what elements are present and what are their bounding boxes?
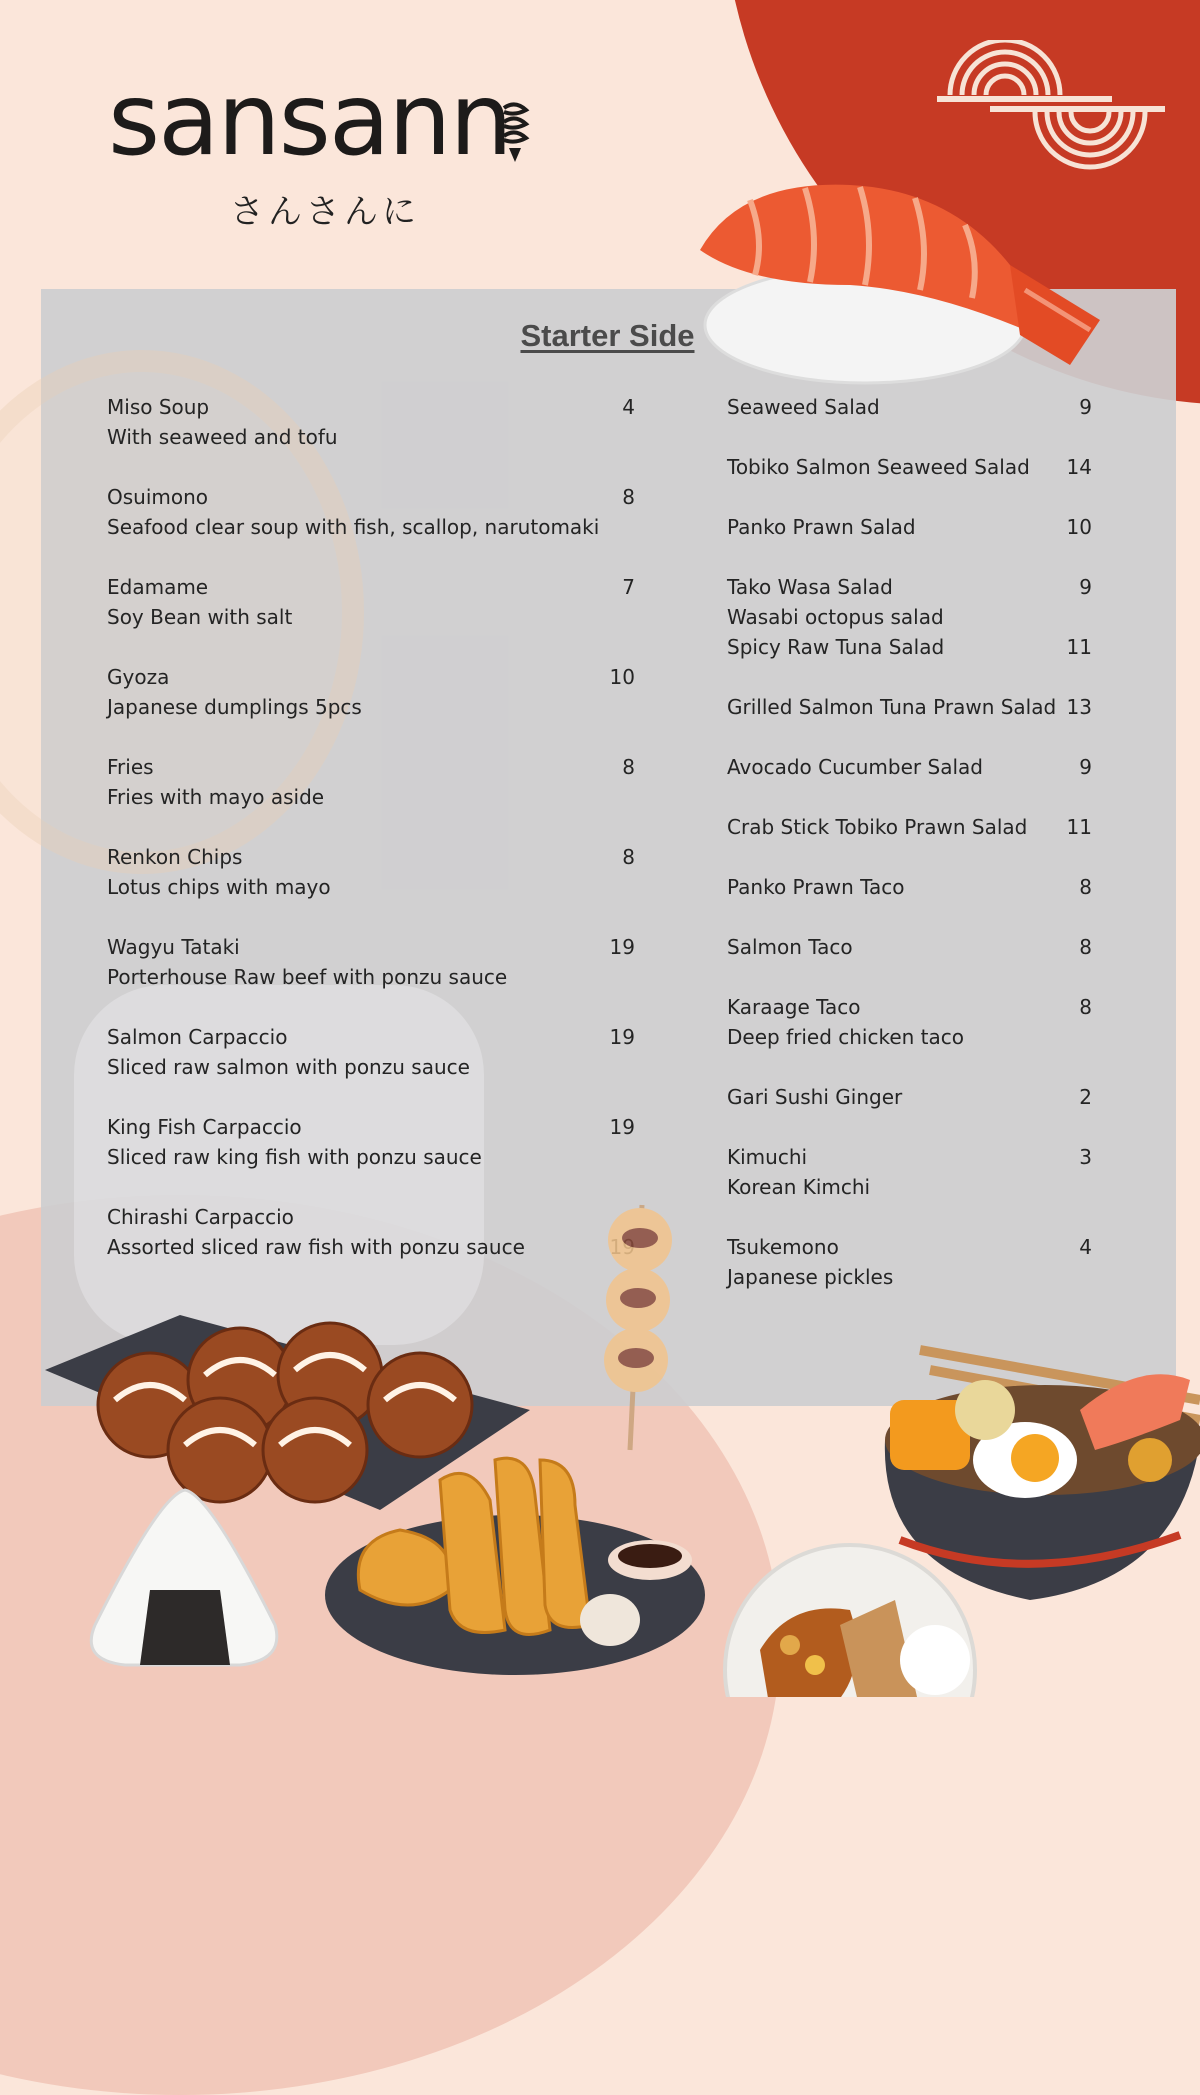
menu-item-price: 9 — [1079, 755, 1092, 779]
menu-item — [107, 1022, 635, 1112]
menu-item-name: Miso Soup — [107, 395, 210, 419]
menu-item — [727, 392, 1092, 452]
menu-item-name: Grilled Salmon Tuna Prawn Salad — [727, 695, 1057, 719]
menu-item-name: Kimuchi — [727, 1145, 808, 1169]
menu-item-price: 4 — [1079, 1235, 1092, 1259]
menu-item-desc: Seafood clear soup with fish, scallop, narutomaki — [107, 515, 600, 539]
menu-item-name: Gyoza — [107, 665, 170, 689]
menu-item-name: Osuimono — [107, 485, 209, 509]
menu-item-price: 7 — [622, 575, 635, 599]
brand-mark-icon — [500, 102, 530, 164]
menu-column-left — [107, 392, 635, 1292]
menu-column-right — [727, 392, 1092, 1322]
menu-item — [107, 572, 635, 662]
menu-item-name: Panko Prawn Salad — [727, 515, 916, 539]
menu-item-name: Spicy Raw Tuna Salad — [727, 635, 945, 659]
menu-item-desc: Sliced raw salmon with ponzu sauce — [107, 1055, 470, 1079]
menu-item-desc: Soy Bean with salt — [107, 605, 293, 629]
menu-item-price: 19 — [609, 1115, 635, 1139]
menu-item-price: 11 — [1066, 635, 1092, 659]
menu-item-price: 11 — [1066, 815, 1092, 839]
brand-name: sansann — [108, 61, 511, 178]
menu-item — [107, 1112, 635, 1202]
menu-item-name: Karaage Taco — [727, 995, 861, 1019]
menu-item-desc: Porterhouse Raw beef with ponzu sauce — [107, 965, 508, 989]
menu-item — [727, 692, 1092, 752]
tempura-illustration — [320, 1420, 720, 1680]
menu-item-desc: With seaweed and tofu — [107, 425, 338, 449]
brand-subtitle: さんさんに — [230, 192, 420, 232]
menu-item — [727, 992, 1092, 1082]
menu-item — [727, 632, 1092, 692]
menu-item-desc: Deep fried chicken taco — [727, 1025, 965, 1049]
menu-item-name: Salmon Carpaccio — [107, 1025, 288, 1049]
menu-item — [727, 1082, 1092, 1142]
menu-item-price: 13 — [1066, 695, 1092, 719]
menu-item-price: 8 — [622, 845, 635, 869]
menu-item-name: Panko Prawn Taco — [727, 875, 905, 899]
menu-item-name: Crab Stick Tobiko Prawn Salad — [727, 815, 1028, 839]
menu-item — [727, 752, 1092, 812]
menu-item-price: 8 — [622, 485, 635, 509]
menu-item — [727, 872, 1092, 932]
menu-item — [727, 452, 1092, 512]
menu-item-name: Chirashi Carpaccio — [107, 1205, 294, 1229]
menu-item — [107, 932, 635, 1022]
menu-item-name: Edamame — [107, 575, 209, 599]
menu-item — [727, 572, 1092, 632]
menu-item-desc: Fries with mayo aside — [107, 785, 325, 809]
menu-item-name: Tobiko Salmon Seaweed Salad — [727, 455, 1030, 479]
menu-item-price: 8 — [1079, 995, 1092, 1019]
menu-item-price: 4 — [622, 395, 635, 419]
menu-item-price: 8 — [1079, 935, 1092, 959]
menu-item-price: 9 — [1079, 395, 1092, 419]
menu-item — [727, 812, 1092, 872]
menu-item-price: 8 — [1079, 875, 1092, 899]
menu-item-price: 14 — [1066, 455, 1092, 479]
menu-item — [107, 392, 635, 482]
section-title: Starter Side — [520, 318, 695, 353]
menu-item — [727, 932, 1092, 992]
menu-item-desc: Sliced raw king fish with ponzu sauce — [107, 1145, 482, 1169]
menu-item-name: Avocado Cucumber Salad — [727, 755, 983, 779]
shrimp-nigiri-illustration — [680, 170, 1110, 400]
menu-item-desc: Japanese dumplings 5pcs — [107, 695, 362, 719]
menu-item-price: 3 — [1079, 1145, 1092, 1169]
menu-item — [727, 1142, 1092, 1232]
oden-bowl-illustration — [880, 1340, 1200, 1610]
menu-item — [727, 1232, 1092, 1322]
menu-item-name: Fries — [107, 755, 154, 779]
menu-item-desc: Assorted sliced raw fish with ponzu sauce — [107, 1235, 525, 1259]
menu-item — [727, 512, 1092, 572]
menu-item — [107, 1202, 635, 1292]
menu-item-price: 2 — [1079, 1085, 1092, 1109]
menu-item-name: Seaweed Salad — [727, 395, 880, 419]
menu-item-price: 8 — [622, 755, 635, 779]
noodle-bowl-logo-icon — [935, 40, 1165, 180]
onigiri-illustration — [80, 1485, 290, 1675]
menu-item-name: King Fish Carpaccio — [107, 1115, 302, 1139]
menu-item-price: 10 — [609, 665, 635, 689]
menu-item-desc: Japanese pickles — [727, 1265, 894, 1289]
menu-item-price: 19 — [609, 935, 635, 959]
menu-item-name: Wagyu Tataki — [107, 935, 240, 959]
menu-item-name: Salmon Taco — [727, 935, 853, 959]
menu-item — [107, 662, 635, 752]
menu-item-name: Tako Wasa Salad — [727, 575, 893, 599]
menu-item-price: 9 — [1079, 575, 1092, 599]
menu-item — [107, 752, 635, 842]
menu-item-name: Gari Sushi Ginger — [727, 1085, 903, 1109]
menu-item-desc: Wasabi octopus salad — [727, 605, 944, 629]
menu-item-price: 10 — [1066, 515, 1092, 539]
menu-item-name: Renkon Chips — [107, 845, 243, 869]
menu-item-desc: Lotus chips with mayo — [107, 875, 331, 899]
menu-item — [107, 482, 635, 572]
menu-item-name: Tsukemono — [727, 1235, 839, 1259]
menu-item-desc: Korean Kimchi — [727, 1175, 871, 1199]
menu-item-price: 19 — [609, 1025, 635, 1049]
menu-item — [107, 842, 635, 932]
